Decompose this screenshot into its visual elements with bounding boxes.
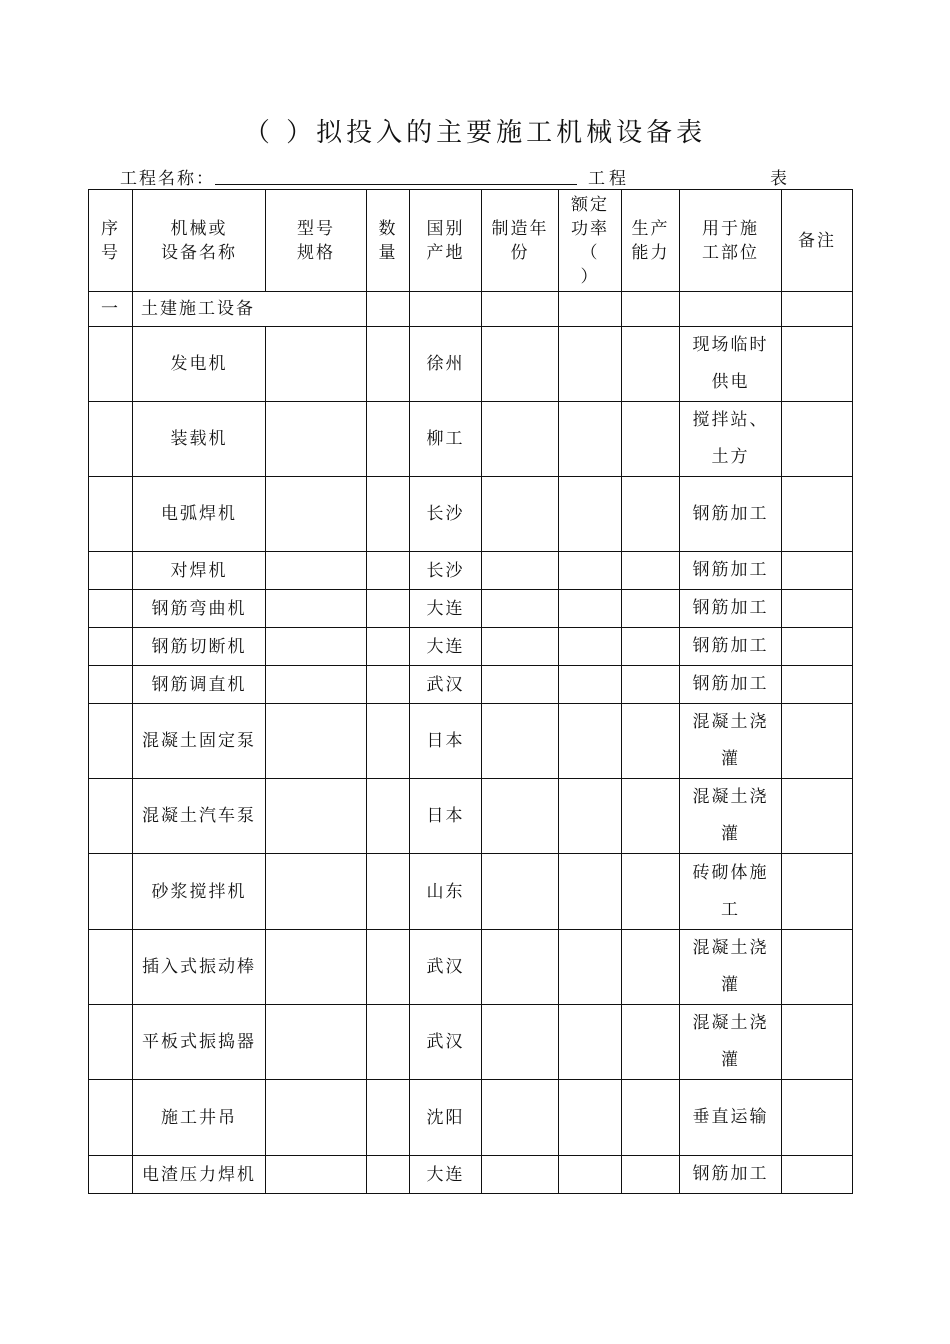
origin-cell: 日本 [410, 704, 482, 779]
header-purpose: 用于施 工部位 [680, 190, 782, 292]
seq-cell [89, 779, 133, 854]
equipment-name: 电弧焊机 [133, 477, 266, 552]
capacity-cell [622, 1156, 680, 1194]
equipment-name: 对焊机 [133, 552, 266, 590]
project-name-label: 工程名称： [120, 169, 215, 189]
remark-cell [782, 1156, 853, 1194]
year-cell [482, 930, 559, 1005]
seq-cell [89, 477, 133, 552]
year-cell [482, 327, 559, 402]
remark-cell [782, 590, 853, 628]
remark-cell [782, 1005, 853, 1080]
power-cell [559, 779, 622, 854]
model-cell [266, 477, 367, 552]
equipment-name: 插入式振动棒 [133, 930, 266, 1005]
capacity-cell [622, 590, 680, 628]
qty-cell [367, 930, 410, 1005]
year-cell [482, 1005, 559, 1080]
origin-cell: 大连 [410, 590, 482, 628]
origin-cell: 长沙 [410, 552, 482, 590]
qty-cell [367, 779, 410, 854]
purpose-cell: 现场临时 供电 [680, 327, 782, 402]
year-cell [482, 628, 559, 666]
remark-cell [782, 666, 853, 704]
capacity-cell [622, 477, 680, 552]
origin-cell: 大连 [410, 628, 482, 666]
equipment-name: 电渣压力焊机 [133, 1156, 266, 1194]
power-cell [559, 402, 622, 477]
capacity-cell [622, 779, 680, 854]
seq-cell [89, 590, 133, 628]
remark-cell [782, 779, 853, 854]
capacity-cell [622, 704, 680, 779]
table-row [89, 666, 853, 704]
remark-cell [782, 552, 853, 590]
equipment-name: 钢筋调直机 [133, 666, 266, 704]
section-name: 土建施工设备 [133, 292, 367, 327]
purpose-cell: 混凝土浇 灌 [680, 1005, 782, 1080]
project-name-blank [215, 184, 577, 185]
project-suffix: 工程 [588, 169, 630, 189]
table-row [89, 779, 853, 854]
model-cell [266, 590, 367, 628]
header-year: 制造年 份 [482, 190, 559, 292]
year-cell [482, 666, 559, 704]
power-cell [559, 477, 622, 552]
purpose-cell: 钢筋加工 [680, 590, 782, 628]
capacity-cell [622, 666, 680, 704]
power-cell [559, 552, 622, 590]
capacity-cell [622, 327, 680, 402]
purpose-cell: 钢筋加工 [680, 552, 782, 590]
power-cell [559, 628, 622, 666]
header-model: 型号 规格 [266, 190, 367, 292]
power-cell [559, 590, 622, 628]
origin-cell: 徐州 [410, 327, 482, 402]
equipment-table [88, 189, 853, 1194]
year-cell [482, 1156, 559, 1194]
year-cell [482, 477, 559, 552]
purpose-cell: 砖砌体施 工 [680, 854, 782, 930]
seq-cell [89, 1005, 133, 1080]
year-cell [482, 779, 559, 854]
model-cell [266, 1156, 367, 1194]
table-row [89, 930, 853, 1005]
header-name: 机械或 设备名称 [133, 190, 266, 292]
remark-cell [782, 402, 853, 477]
model-cell [266, 327, 367, 402]
origin-cell: 日本 [410, 779, 482, 854]
origin-cell: 山东 [410, 854, 482, 930]
remark-cell [782, 704, 853, 779]
equipment-name: 混凝土汽车泵 [133, 779, 266, 854]
model-cell [266, 402, 367, 477]
qty-cell [367, 666, 410, 704]
purpose-cell: 混凝土浇 灌 [680, 704, 782, 779]
model-cell [266, 666, 367, 704]
origin-cell: 武汉 [410, 930, 482, 1005]
power-cell [559, 930, 622, 1005]
table-row [89, 854, 853, 930]
power-cell [559, 1156, 622, 1194]
model-cell [266, 930, 367, 1005]
qty-cell [367, 628, 410, 666]
table-row [89, 477, 853, 552]
power-cell [559, 704, 622, 779]
qty-cell [367, 1080, 410, 1156]
table-row [89, 402, 853, 477]
qty-cell [367, 704, 410, 779]
capacity-cell [622, 1005, 680, 1080]
purpose-cell: 钢筋加工 [680, 477, 782, 552]
power-cell [559, 666, 622, 704]
model-cell [266, 854, 367, 930]
equipment-name: 发电机 [133, 327, 266, 402]
equipment-name: 钢筋切断机 [133, 628, 266, 666]
purpose-cell: 钢筋加工 [680, 666, 782, 704]
seq-cell [89, 402, 133, 477]
qty-cell [367, 477, 410, 552]
model-cell [266, 628, 367, 666]
purpose-cell: 钢筋加工 [680, 1156, 782, 1194]
capacity-cell [622, 930, 680, 1005]
model-cell [266, 1005, 367, 1080]
remark-cell [782, 628, 853, 666]
table-row [89, 704, 853, 779]
equipment-name: 钢筋弯曲机 [133, 590, 266, 628]
header-remark: 备注 [782, 190, 853, 292]
header-seq: 序 号 [89, 190, 133, 292]
seq-cell [89, 327, 133, 402]
year-cell [482, 402, 559, 477]
capacity-cell [622, 628, 680, 666]
capacity-cell [622, 854, 680, 930]
seq-cell [89, 1156, 133, 1194]
seq-cell [89, 704, 133, 779]
table-row [89, 590, 853, 628]
header-row [89, 190, 853, 292]
purpose-cell: 混凝土浇 灌 [680, 779, 782, 854]
seq-cell [89, 930, 133, 1005]
year-cell [482, 552, 559, 590]
purpose-cell: 钢筋加工 [680, 628, 782, 666]
model-cell [266, 552, 367, 590]
power-cell [559, 327, 622, 402]
model-cell [266, 704, 367, 779]
seq-cell [89, 854, 133, 930]
table-row [89, 327, 853, 402]
year-cell [482, 854, 559, 930]
origin-cell: 大连 [410, 1156, 482, 1194]
remark-cell [782, 1080, 853, 1156]
year-cell [482, 704, 559, 779]
power-cell [559, 1005, 622, 1080]
capacity-cell [622, 1080, 680, 1156]
model-cell [266, 779, 367, 854]
equipment-name: 砂浆搅拌机 [133, 854, 266, 930]
table-row [89, 628, 853, 666]
year-cell [482, 1080, 559, 1156]
table-row [89, 552, 853, 590]
origin-cell: 沈阳 [410, 1080, 482, 1156]
year-cell [482, 590, 559, 628]
project-name-line [0, 164, 950, 188]
remark-cell [782, 327, 853, 402]
remark-cell [782, 477, 853, 552]
qty-cell [367, 552, 410, 590]
section-row [89, 292, 853, 327]
seq-cell [89, 666, 133, 704]
qty-cell [367, 854, 410, 930]
model-cell [266, 1080, 367, 1156]
remark-cell [782, 930, 853, 1005]
capacity-cell [622, 552, 680, 590]
header-power: 额定 功率 （ ） [559, 190, 622, 292]
purpose-cell: 垂直运输 [680, 1080, 782, 1156]
purpose-cell: 混凝土浇 灌 [680, 930, 782, 1005]
table-row [89, 1005, 853, 1080]
qty-cell [367, 1005, 410, 1080]
seq-cell [89, 1080, 133, 1156]
remark-cell [782, 854, 853, 930]
origin-cell: 柳工 [410, 402, 482, 477]
power-cell [559, 854, 622, 930]
table-row [89, 1156, 853, 1194]
origin-cell: 武汉 [410, 666, 482, 704]
seq-cell [89, 552, 133, 590]
equipment-name: 装载机 [133, 402, 266, 477]
qty-cell [367, 1156, 410, 1194]
qty-cell [367, 402, 410, 477]
capacity-cell [622, 402, 680, 477]
qty-cell [367, 590, 410, 628]
origin-cell: 武汉 [410, 1005, 482, 1080]
equipment-name: 施工井吊 [133, 1080, 266, 1156]
equipment-name: 平板式振捣器 [133, 1005, 266, 1080]
table-suffix: 表 [770, 169, 787, 189]
table-row [89, 1080, 853, 1156]
header-capacity: 生产 能力 [622, 190, 680, 292]
qty-cell [367, 327, 410, 402]
purpose-cell: 搅拌站、 土方 [680, 402, 782, 477]
header-qty: 数 量 [367, 190, 410, 292]
origin-cell: 长沙 [410, 477, 482, 552]
page-title: （ ）拟投入的主要施工机械设备表 [243, 118, 707, 148]
section-seq: 一 [89, 292, 133, 327]
seq-cell [89, 628, 133, 666]
header-origin: 国别 产地 [410, 190, 482, 292]
equipment-name: 混凝土固定泵 [133, 704, 266, 779]
power-cell [559, 1080, 622, 1156]
